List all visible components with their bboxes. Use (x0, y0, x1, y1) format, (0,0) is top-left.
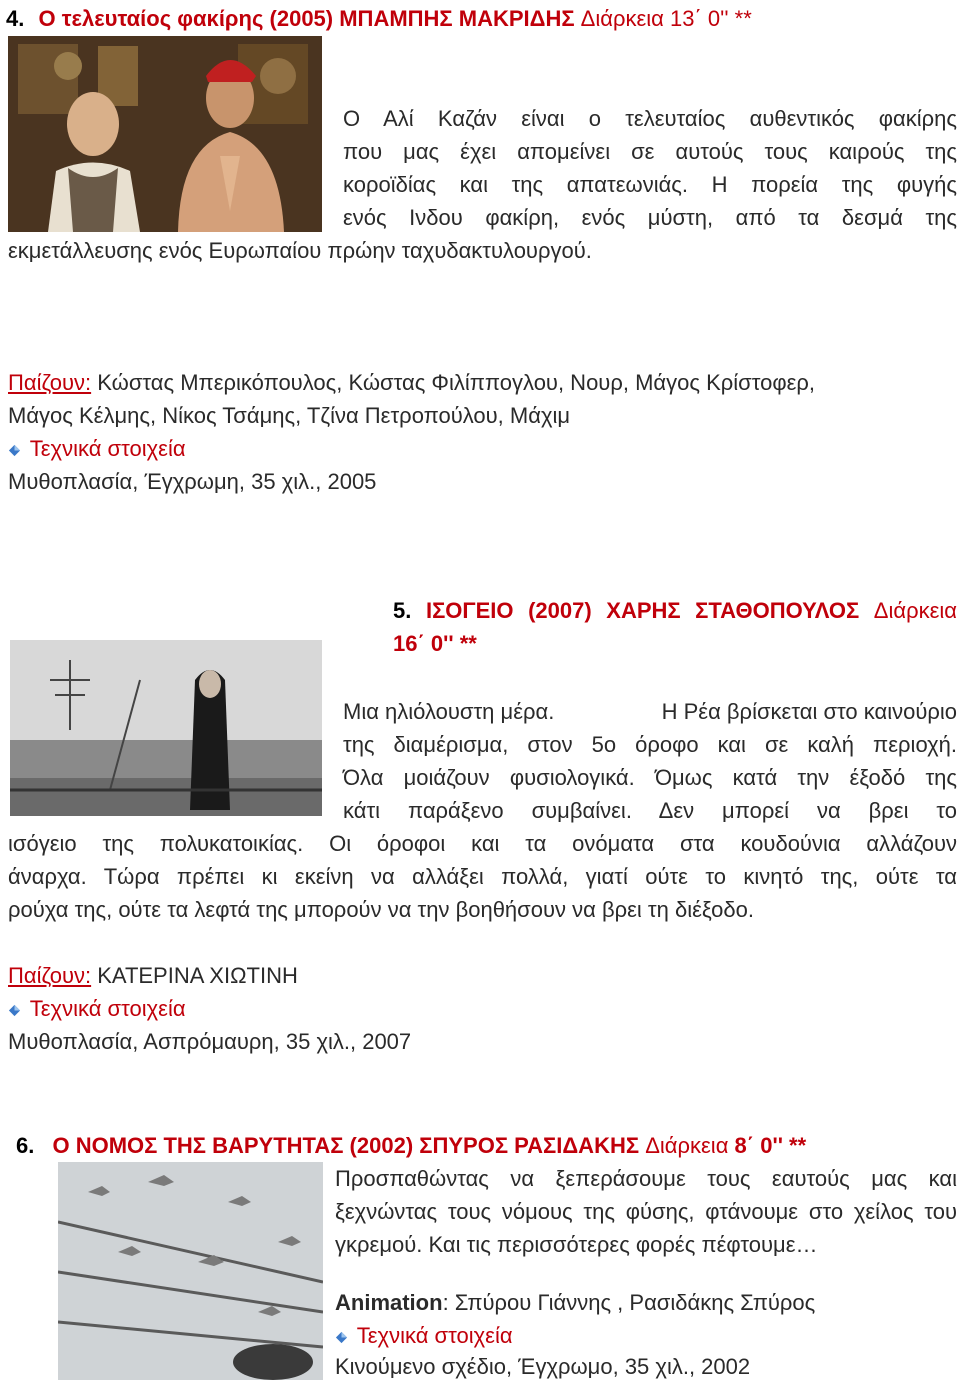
film6-animation (335, 1286, 815, 1319)
film4-title: Ο τελευταίος φακίρης (2005) ΜΠΑΜΠΗΣ ΜΑΚΡΙΔΗΣ (38, 6, 575, 31)
film5-title: ΙΣΟΓΕΙΟ (2007) ΧΑΡΗΣ ΣΤΑΘΟΠΟΥΛΟΣ (425, 598, 860, 623)
film4-desc-line: εκμετάλλευσης ενός Ευρωπαίου πρώην ταχυδακτυλουργού. (8, 238, 592, 263)
film6-title: Ο ΝΟΜΟΣ ΤΗΣ ΒΑΡΥΤΗΤΑΣ (2002) ΣΠΥΡΟΣ ΡΑΣΙΔΑΚΗΣ (52, 1133, 640, 1158)
diamond-bullet-icon (8, 1004, 21, 1017)
film5-desc-line: κάτι παράξενο συμβαίνει. Δεν μπορεί να βρει το (343, 798, 957, 823)
film4-cast-value: Κώστας Μπερικόπουλος, Κώστας Φιλίππογλου, Νουρ, Μάγος Κρίστοφερ, (97, 370, 816, 395)
film6-still-photo (58, 1162, 323, 1380)
film4-cast (8, 366, 815, 399)
film5-desc-line: Η Ρέα βρίσκεται στο καινούριο (661, 699, 957, 724)
film6-desc-line: γκρεμού. Και τις περισσότερες φορές πέφτουμε… (335, 1232, 818, 1257)
film5-desc-line: Μια ηλιόλουστη μέρα. (343, 699, 555, 724)
film6-number: 6. (16, 1133, 35, 1158)
film4-cast-line2: Μάγος Κέλμης, Νίκος Τσάμης, Τζίνα Πετροπούλου, Μάχιμ (8, 403, 571, 428)
film5-still-photo (10, 640, 322, 816)
film5-tech (8, 992, 186, 1025)
film6-tech-value: Κινούμενο σχέδιο, Έγχρωμο, 35 χιλ., 2002 (335, 1354, 751, 1379)
film5-number: 5. (393, 598, 412, 623)
film6-heading (16, 1129, 806, 1162)
film5-tech-label: Τεχνικά στοιχεία (29, 996, 186, 1021)
film5-desc-line: Όλα μοιάζουν φυσιολογικά. Όμως κατά την έξοδό της (343, 765, 957, 790)
film4-tech (8, 432, 186, 465)
film6-duration-word: Διάρκεια (645, 1133, 729, 1158)
film4-duration: Διάρκεια 13΄ 0'' ** (580, 6, 752, 31)
film4-tech-value: Μυθοπλασία, Έγχρωμη, 35 χιλ., 2005 (8, 469, 377, 494)
film5-duration-word: Διάρκεια (873, 598, 957, 623)
film5-tech-value: Μυθοπλασία, Ασπρόμαυρη, 35 χιλ., 2007 (8, 1029, 412, 1054)
film6-animation-label: Animation (335, 1290, 443, 1315)
film6-desc-line: Προσπαθώντας να ξεπεράσουμε τους εαυτούς μας και (335, 1166, 957, 1191)
film4-number: 4. (6, 6, 25, 31)
film6-tech (335, 1319, 513, 1352)
film4-desc-line: κοροϊδίας και της απατεωνιάς. Η πορεία της φυγής (343, 172, 957, 197)
film5-cast (8, 959, 298, 992)
film5-cast-value: ΚΑΤΕΡΙΝΑ ΧΙΩΤΙΝΗ (97, 963, 298, 988)
film4-cast-label: Παίζουν: (8, 370, 92, 395)
film4-tech-label: Τεχνικά στοιχεία (29, 436, 186, 461)
film5-duration-value (393, 627, 477, 660)
film4-heading (6, 2, 752, 35)
film5-desc-line: της διαμέρισμα, στον 5ο όροφο και σε καλή περιοχή. (343, 732, 957, 757)
diamond-bullet-icon (335, 1331, 348, 1344)
film5-cast-label: Παίζουν: (8, 963, 92, 988)
film6-duration-value: 8΄ 0'' ** (734, 1133, 807, 1158)
film6-desc-line: ξεχνώντας τους νόμους της φύσης, φτάνουμε στο χείλος του (335, 1199, 957, 1224)
film4-desc-line: που μας έχει απομείνει σε αυτούς τους καιρούς της (343, 139, 957, 164)
film5-desc-line: ρούχα της, ούτε τα λεφτά της μπορούν να την βοηθήσουν να βρει τη διέξοδο. (8, 897, 754, 922)
film4-desc-line: ενός Ινδου φακίρη, ενός μύστη, από τα δεσμά της (343, 205, 957, 230)
film6-tech-label: Τεχνικά στοιχεία (356, 1323, 513, 1348)
film6-animation-value: : Σπύρου Γιάννης , Ρασιδάκης Σπύρος (442, 1290, 816, 1315)
film4-still-photo (8, 36, 322, 232)
film5-desc-line: ισόγειο της πολυκατοικίας. Οι όροφοι και τα ονόματα στα κουδούνια αλλάζουν (8, 831, 957, 856)
film5-duration-text: 16΄ 0'' ** (393, 631, 477, 656)
film5-desc-line: άναρχα. Τώρα πρέπει κι εκείνη να αλλάξει πολλά, γιατί ούτε το κινητό της, ούτε τα (8, 864, 957, 889)
film4-desc-line: Ο Αλί Καζάν είναι ο τελευταίος αυθεντικός φακίρης (343, 106, 957, 131)
diamond-bullet-icon (8, 444, 21, 457)
film5-heading (393, 594, 957, 627)
